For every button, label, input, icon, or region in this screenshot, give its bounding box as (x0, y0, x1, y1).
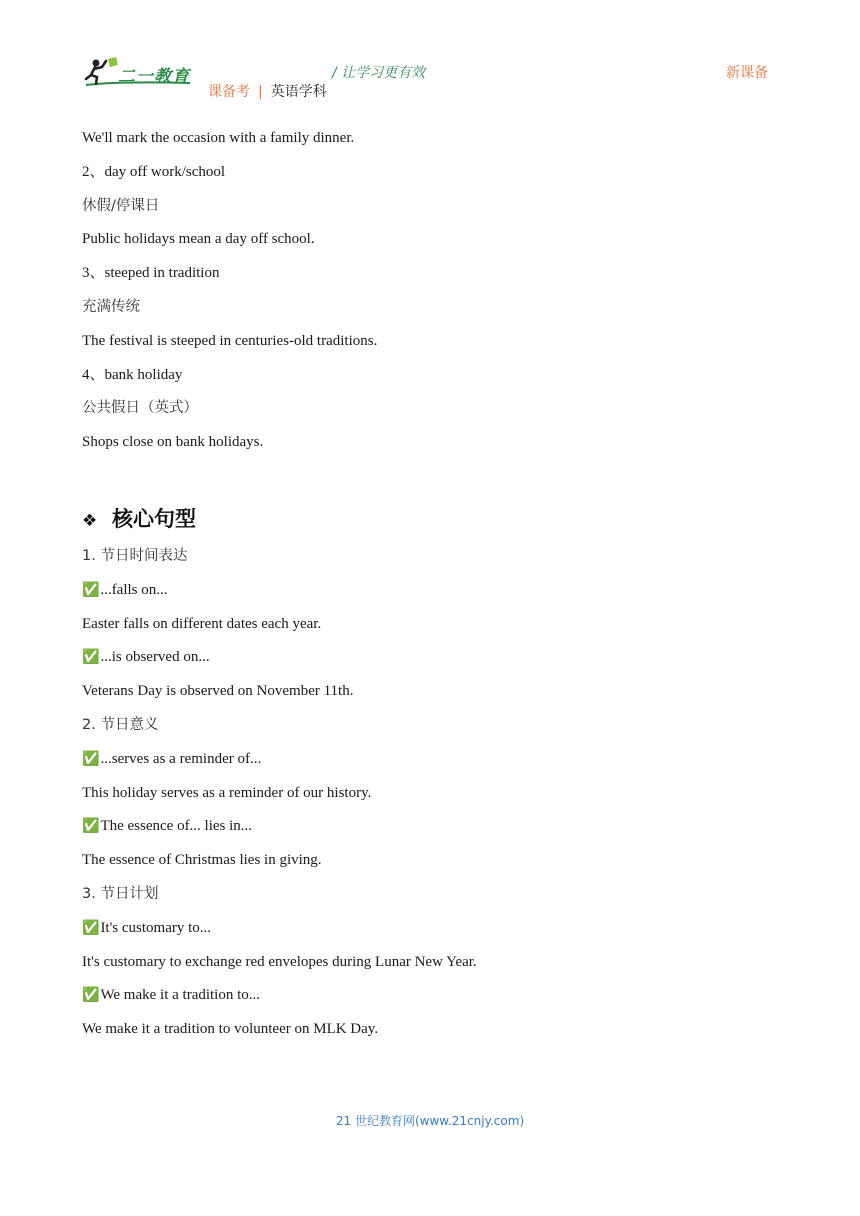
sentence-line (82, 783, 782, 803)
phrase-text: 休假/停课日 (82, 197, 160, 214)
sentence-line (82, 884, 782, 904)
sentence-line (82, 614, 782, 634)
sentence-text: ...is observed on... (100, 649, 210, 666)
check-mark-icon: ✅ (82, 818, 100, 835)
phrase-text: 3、steeped in tradition (82, 265, 220, 282)
sentence-text: Veterans Day is observed on November 11th. (82, 683, 354, 700)
sentence-line (82, 952, 782, 972)
phrase-line (82, 263, 782, 283)
header-right-label: 新课备 (726, 65, 768, 81)
sentence-line (82, 850, 782, 870)
sentence-text: The essence of Christmas lies in giving. (82, 852, 322, 869)
phrase-text: We'll mark the occasion with a family dinner. (82, 130, 355, 146)
section-heading (82, 503, 196, 533)
sentence-text: This holiday serves as a reminder of our history. (82, 784, 372, 801)
phrase-line (82, 297, 782, 317)
sentence-text: 1. 节日时间表达 (82, 548, 188, 564)
sentence-text: 2. 节日意义 (82, 716, 159, 733)
sentence-text: It's customary to exchange red envelopes during Lunar New Year. (82, 953, 477, 970)
phrase-text: The festival is steeped in centuries-old traditions. (82, 332, 378, 349)
phrase-line (82, 331, 782, 351)
subject-tag-separator: | (258, 84, 263, 100)
phrase-list (82, 128, 782, 466)
sentence-text: The essence of... lies in... (100, 818, 253, 835)
sentence-line (82, 715, 782, 735)
sentence-line (82, 816, 782, 836)
sentence-text: It's customary to... (100, 919, 212, 936)
phrase-line (82, 398, 782, 418)
phrase-line (82, 365, 782, 385)
sentence-line (82, 580, 782, 600)
check-mark-icon: ✅ (82, 919, 100, 936)
phrase-text: 充满传统 (82, 298, 140, 315)
section-title: 核心句型 (112, 507, 196, 531)
sentence-text: ...serves as a reminder of... (100, 750, 262, 767)
check-mark-icon: ✅ (82, 987, 100, 1004)
sentence-line (82, 647, 782, 667)
phrase-text: 2、day off work/school (82, 163, 226, 180)
header-slogan: / 让学习更有效 (332, 65, 426, 81)
sentence-text: Easter falls on different dates each year. (82, 615, 322, 632)
check-mark-icon: ✅ (82, 750, 100, 767)
sentence-text: We make it a tradition to... (100, 987, 261, 1004)
sentence-pattern-list (82, 546, 782, 1053)
sentence-line (82, 1019, 782, 1039)
sentence-line (82, 749, 782, 769)
subject-tag-right: 英语学科 (270, 84, 327, 100)
sentence-text: ...falls on... (100, 581, 168, 598)
diamond-bullet-icon: ❖ (82, 511, 98, 531)
sentence-line (82, 546, 782, 566)
phrase-line (82, 128, 782, 148)
check-mark-icon: ✅ (82, 581, 100, 598)
phrase-text: Shops close on bank holidays. (82, 434, 264, 451)
phrase-line (82, 432, 782, 452)
phrase-line (82, 196, 782, 216)
subject-tag-left: 课备考 (208, 84, 250, 100)
phrase-line (82, 229, 782, 249)
phrase-line (82, 162, 782, 182)
subject-tag (208, 81, 327, 101)
phrase-text: 4、bank holiday (82, 366, 183, 383)
sentence-text: 3. 节日计划 (82, 885, 159, 902)
sentence-line (82, 918, 782, 938)
logo-text: 二一教育 (118, 67, 190, 87)
sentence-line (82, 985, 782, 1005)
page-header (0, 0, 860, 110)
sentence-line (82, 681, 782, 701)
phrase-text: Public holidays mean a day off school. (82, 231, 315, 248)
check-mark-icon: ✅ (82, 649, 100, 666)
phrase-text: 公共假日（英式） (82, 400, 198, 417)
page-footer: 21 世纪教育网(www.21cnjy.com) (335, 1114, 525, 1128)
sentence-text: We make it a tradition to volunteer on MLK Day. (82, 1021, 379, 1038)
